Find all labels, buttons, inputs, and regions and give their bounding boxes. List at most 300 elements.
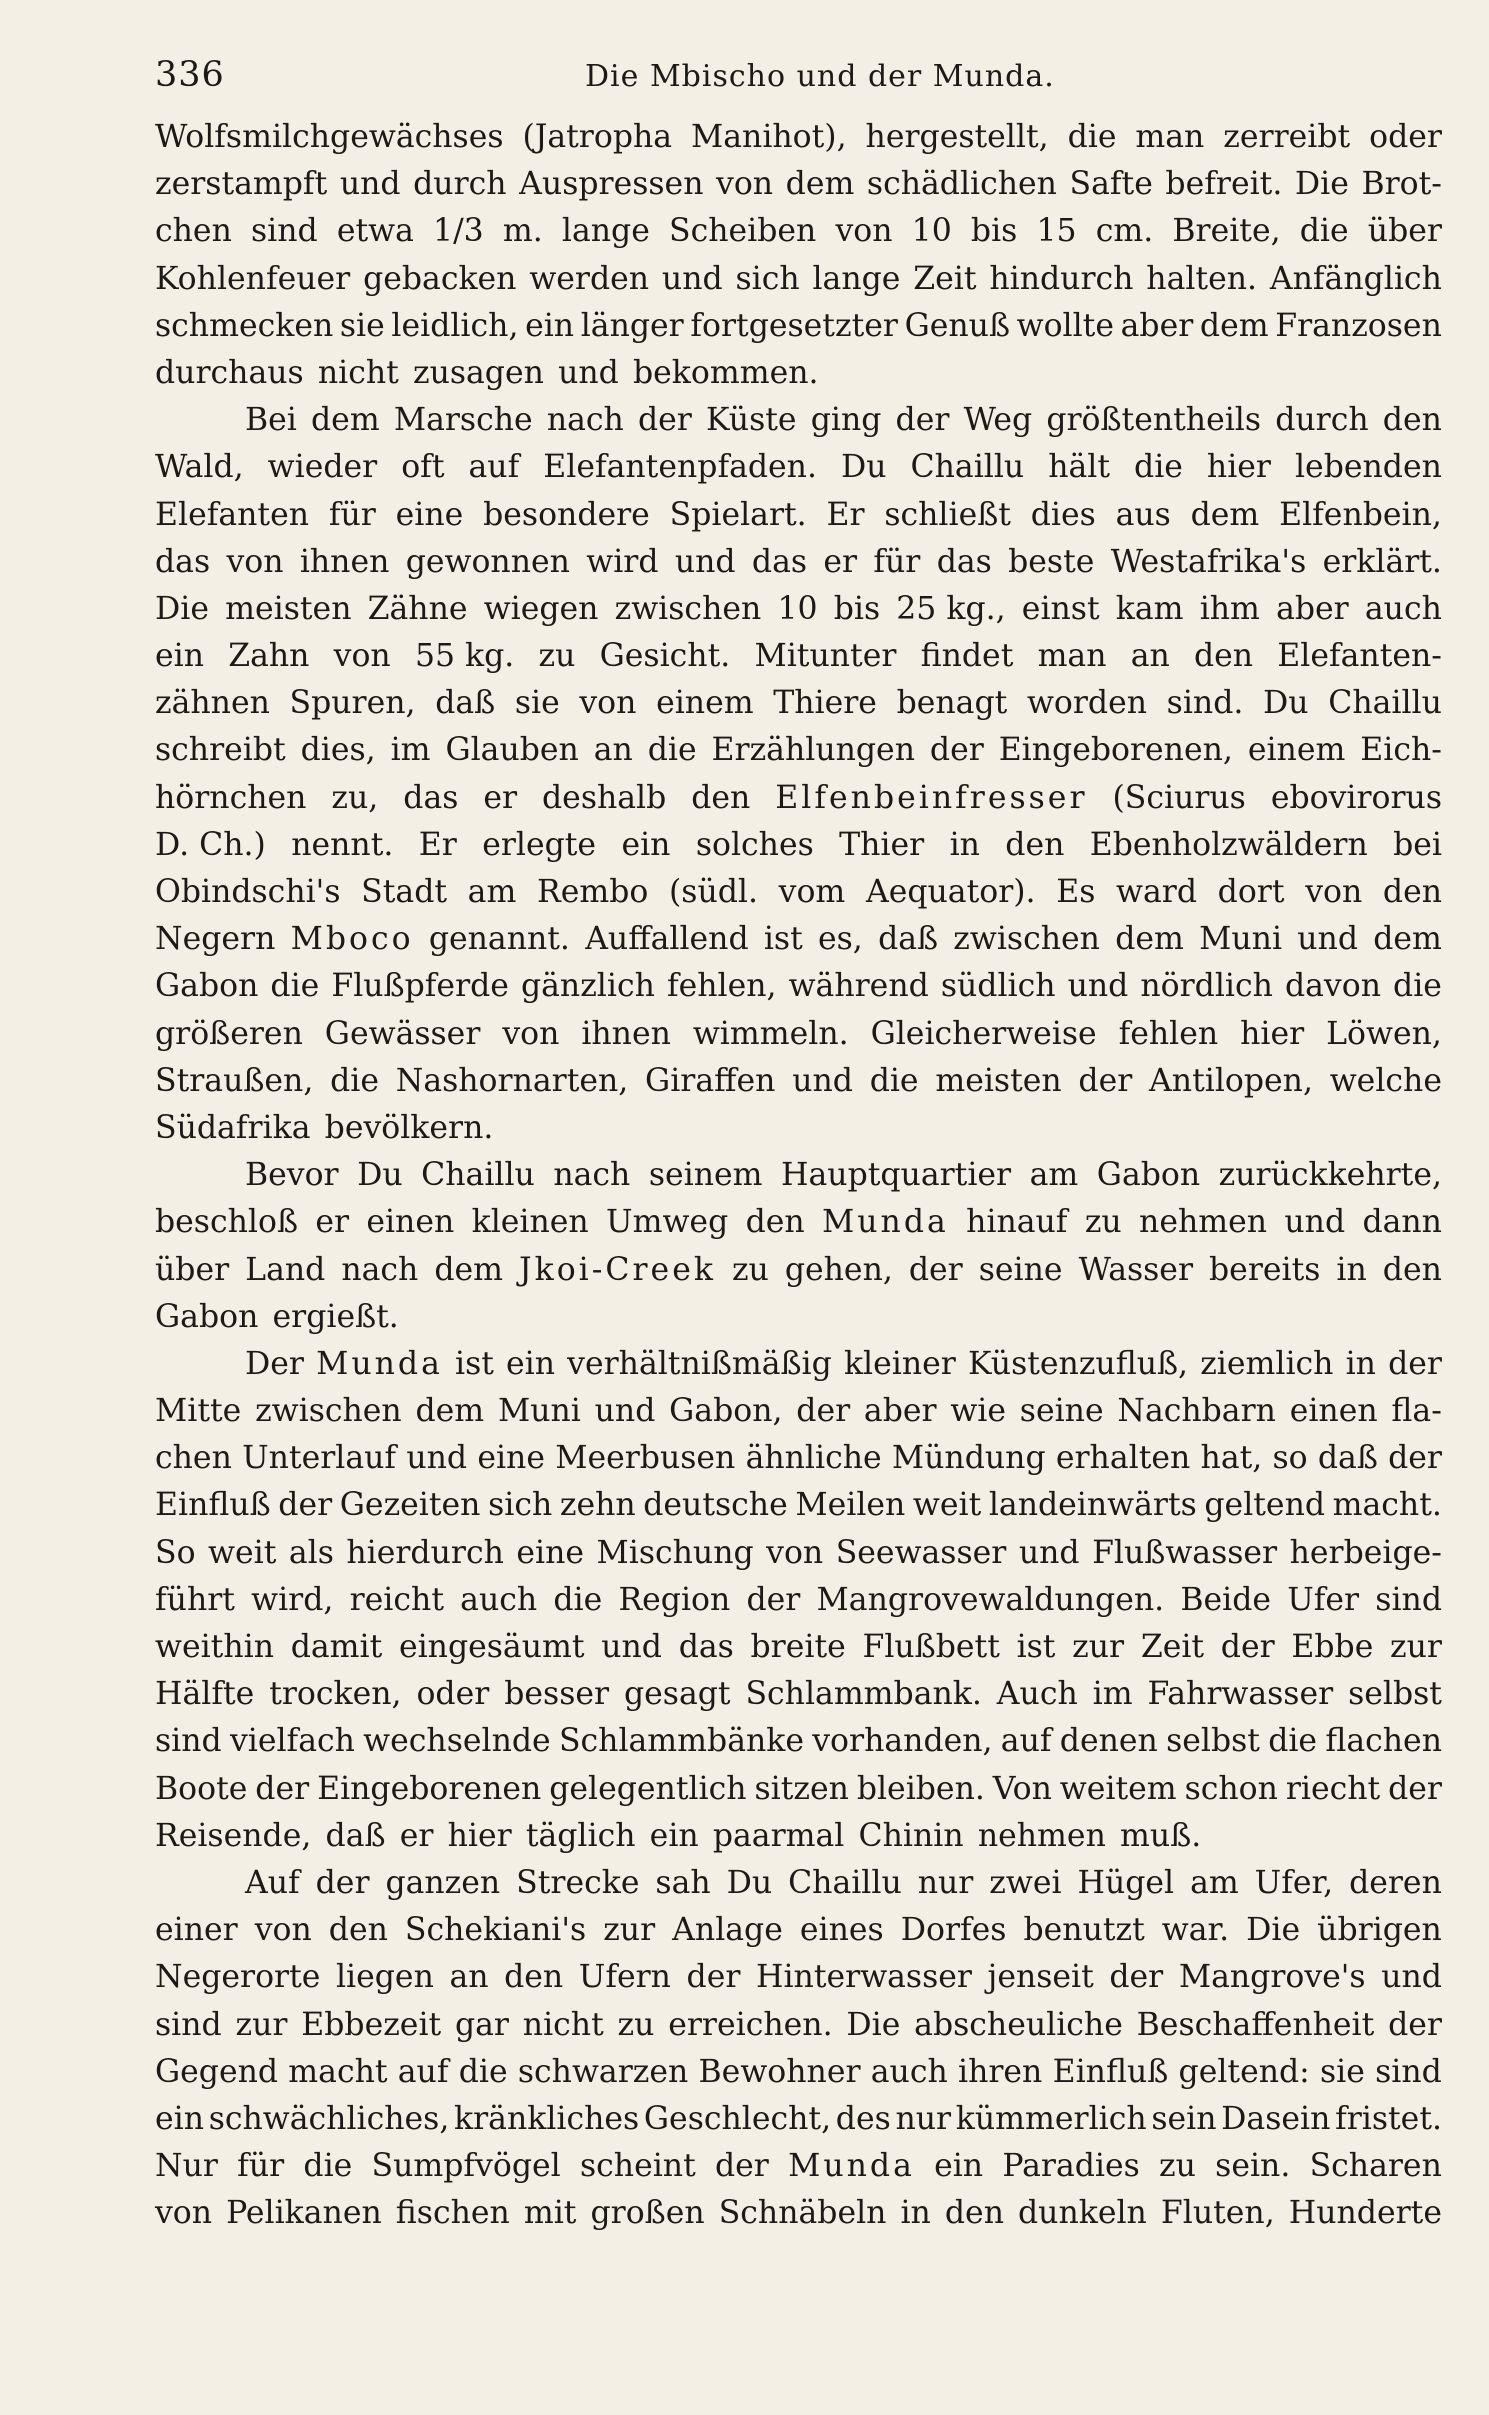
word: man	[1135, 119, 1205, 155]
word: von	[254, 1912, 312, 1949]
word: Bevor	[245, 1157, 339, 1194]
word: Hälfte	[155, 1676, 255, 1713]
word: Auspressen	[519, 166, 704, 203]
word: Eich-	[1360, 732, 1442, 769]
word: Brot-	[1361, 166, 1442, 203]
word: Jkoi-Creek	[519, 1251, 716, 1288]
running-head: Die Mbischo und der Munda.	[585, 59, 1055, 94]
word: besondere	[483, 496, 650, 533]
word: Beschaffenheit	[1136, 2006, 1375, 2043]
word: führt	[155, 1581, 235, 1618]
word: in	[949, 826, 980, 863]
word: Chaillu	[910, 449, 1025, 486]
word: Gabon	[155, 1298, 259, 1335]
word: und	[792, 1062, 853, 1099]
word: Ebbe	[1291, 1629, 1374, 1665]
word: geltend	[1204, 1487, 1326, 1524]
word: Hinterwasser	[756, 1959, 972, 1996]
word: den	[691, 779, 751, 816]
word: zu	[1159, 2148, 1196, 2185]
word: zwei	[989, 1864, 1062, 1901]
word: Die	[846, 2006, 901, 2043]
word: chen	[155, 1440, 232, 1477]
word: Von	[992, 1770, 1052, 1807]
word: Schlammbank.	[745, 1676, 982, 1713]
word: wird	[586, 543, 659, 580]
word: kränkliches	[454, 2100, 640, 2137]
word: fischen	[395, 2195, 510, 2232]
word: Eingeborenen,	[998, 732, 1233, 769]
word: zu,	[331, 779, 379, 816]
word: benutzt	[1023, 1912, 1145, 1949]
word: der	[1388, 1345, 1442, 1382]
word: Schlammbänke	[558, 1723, 805, 1760]
word: die	[1299, 213, 1349, 250]
word: der	[686, 1959, 741, 1996]
word: der	[746, 1581, 801, 1618]
word: das	[155, 543, 211, 580]
word: meisten	[935, 1062, 1062, 1099]
word: schmecken	[155, 307, 334, 344]
word: der	[895, 402, 950, 439]
word: chen	[155, 213, 232, 250]
word: ihm	[1199, 590, 1260, 627]
word: daß	[878, 921, 939, 958]
word: hier	[447, 1817, 512, 1854]
word: Nachbarn	[1117, 1393, 1276, 1430]
word: das	[678, 1629, 734, 1665]
word: er	[823, 543, 858, 580]
word: solches	[695, 826, 814, 863]
word: davon	[1284, 968, 1381, 1005]
word: abscheuliche	[914, 2006, 1123, 2043]
word: bekommen.	[632, 354, 819, 391]
word: riecht	[1285, 1770, 1381, 1807]
word: dem	[1190, 496, 1260, 533]
word: aber	[1120, 307, 1194, 344]
word: Ebenholzwäldern	[1089, 826, 1368, 863]
text-line	[155, 869, 1442, 916]
word: dem	[1373, 921, 1442, 958]
word: schädlichen	[866, 166, 1057, 203]
word: herbeige-	[1289, 1534, 1442, 1571]
text-line	[155, 1011, 1442, 1058]
word: Gezeiten	[339, 1487, 481, 1524]
word: der	[714, 2148, 769, 2185]
word: Einfluß	[1052, 2053, 1169, 2090]
word: durchaus	[155, 354, 304, 391]
word: am	[467, 874, 517, 910]
word: dem	[415, 1393, 485, 1430]
word: deren	[1349, 1864, 1442, 1901]
word: Die	[155, 590, 209, 627]
word: gar	[454, 2006, 509, 2043]
word: Du	[1263, 685, 1309, 722]
word: flachen	[1325, 1723, 1442, 1760]
word: den	[944, 2195, 1004, 2232]
word: am	[1190, 1864, 1239, 1901]
word: Sumpfvögel	[371, 2148, 561, 2185]
text-line	[155, 2049, 1442, 2096]
word: fehlen,	[666, 968, 777, 1005]
word: Region	[618, 1581, 731, 1618]
text-line	[155, 1294, 1442, 1341]
word: auch	[460, 1581, 538, 1618]
word: den	[328, 1912, 388, 1949]
word: sind.	[1166, 685, 1244, 722]
word: bei	[1393, 826, 1442, 863]
word: hinauf	[966, 1204, 1068, 1241]
word: die	[330, 1062, 379, 1099]
word: und	[674, 543, 736, 580]
word: Scheiben	[669, 213, 817, 250]
text-line	[155, 2096, 1442, 2143]
word: ergießt.	[272, 1298, 399, 1335]
word: weit	[208, 1534, 277, 1571]
word: eingesäumt	[398, 1629, 585, 1665]
word: Muni	[1199, 921, 1283, 958]
word: der	[1078, 1062, 1133, 1099]
text-line	[155, 586, 1442, 633]
word: Zahn	[228, 638, 310, 675]
word: dunkeln	[1018, 2195, 1147, 2232]
word: kleiner	[843, 1345, 956, 1382]
word: die	[1134, 449, 1183, 486]
word: Nashornarten,	[395, 1062, 629, 1099]
word: weitem	[1059, 1770, 1177, 1807]
word: zur	[1390, 1629, 1442, 1665]
word: Spielart.	[669, 496, 807, 533]
word: zur	[1072, 1629, 1125, 1665]
text-line	[155, 208, 1442, 255]
word: ein	[621, 826, 671, 863]
word: von	[716, 166, 774, 203]
word: nach	[546, 402, 624, 439]
word: dem	[1199, 307, 1269, 344]
word: zerreibt	[1223, 119, 1351, 155]
word: er	[315, 1204, 350, 1241]
word: der	[929, 732, 984, 769]
word: Chaillu	[421, 1157, 535, 1194]
word: einem	[656, 685, 754, 722]
word: Auch	[996, 1676, 1078, 1713]
word: Du	[726, 1864, 773, 1901]
word: bis	[970, 213, 1018, 250]
word: erreichen.	[668, 2006, 833, 2043]
word: des	[835, 2100, 891, 2137]
word: der	[278, 1487, 333, 1524]
word: Thiere	[773, 685, 877, 722]
word: erhalten	[1055, 1440, 1191, 1477]
word: Boote	[155, 1770, 248, 1807]
word: Mischung	[596, 1534, 754, 1571]
word: So	[155, 1534, 196, 1571]
word: Muni	[497, 1393, 581, 1430]
word: Anfänglich	[1269, 260, 1442, 297]
text-line	[155, 916, 1442, 963]
word: während	[788, 968, 929, 1005]
word: im	[390, 732, 431, 769]
word: von	[226, 543, 284, 580]
word: sich	[488, 1487, 553, 1524]
word: benagt	[896, 685, 1008, 722]
text-line	[155, 444, 1442, 491]
word: seine	[978, 1251, 1063, 1288]
word: dem	[311, 402, 380, 439]
word: nach	[341, 1251, 419, 1288]
word: hier	[1206, 449, 1271, 486]
word: Gabon	[1096, 1157, 1201, 1194]
word: aber	[1276, 590, 1349, 627]
word: zur	[603, 1912, 656, 1949]
word: daß	[435, 685, 496, 722]
word: von	[579, 685, 637, 722]
word: Chaillu	[788, 1864, 902, 1901]
word: Munda	[788, 2148, 915, 2185]
word: Gleicherweise	[870, 1015, 1097, 1052]
word: Spuren,	[289, 685, 416, 722]
word: lange	[561, 213, 650, 250]
word: den	[1382, 402, 1442, 439]
word: gesagt	[623, 1676, 731, 1713]
word: schwarzen	[517, 2053, 689, 2090]
word: die	[458, 2053, 508, 2090]
word: Zähne	[367, 590, 468, 627]
word: nicht	[317, 354, 399, 391]
text-line	[155, 2002, 1442, 2049]
word: ging	[810, 402, 882, 439]
word: Hügel	[1077, 1864, 1175, 1901]
word: in	[1336, 1251, 1367, 1288]
word: Scharen	[1309, 2148, 1442, 2185]
word: den	[504, 1959, 564, 1996]
word: zwischen	[255, 1393, 402, 1430]
word: vielfach	[229, 1723, 355, 1760]
word: der	[796, 1393, 851, 1430]
word: Er	[826, 496, 865, 533]
word: selbst	[1166, 1723, 1260, 1760]
word: zehn	[559, 1487, 636, 1524]
word: Aequator).	[865, 874, 1036, 910]
word: von	[835, 213, 893, 250]
word: Chaillu	[1328, 685, 1442, 722]
word: ebovirorus	[1270, 779, 1442, 816]
word: für	[328, 496, 376, 533]
word: Strecke	[516, 1864, 640, 1901]
word: meisten	[225, 590, 352, 627]
word: es,	[818, 921, 863, 958]
word: weithin	[155, 1629, 274, 1665]
word: Thier	[839, 826, 925, 863]
word: die	[553, 1581, 603, 1618]
word: er	[399, 1817, 434, 1854]
word: von	[155, 2195, 213, 2232]
word: hat,	[1200, 1440, 1263, 1477]
word: Einfluß	[155, 1487, 271, 1524]
word: Zeit	[913, 260, 977, 297]
word: Kohlenfeuer	[155, 260, 351, 297]
word: als	[288, 1534, 334, 1571]
word: Antilopen,	[1149, 1062, 1313, 1099]
word: lange	[812, 260, 901, 297]
word: und	[339, 166, 401, 203]
word: beste	[1008, 543, 1095, 580]
word: Bei	[245, 402, 297, 439]
word: größeren	[155, 1015, 303, 1052]
word: oft	[401, 449, 445, 486]
word: bevölkern.	[324, 1109, 494, 1146]
word: großen	[590, 2195, 705, 2232]
word: Flußwasser	[1092, 1534, 1278, 1571]
word: dies,	[300, 732, 376, 769]
text-line	[155, 1766, 1442, 1813]
text-line	[155, 1435, 1442, 1482]
word: sind	[1375, 1581, 1442, 1618]
word: seinem	[648, 1157, 763, 1194]
word: 10	[911, 213, 952, 250]
word: hält	[1048, 449, 1111, 486]
word: ihnen	[299, 543, 390, 580]
word: auf	[468, 449, 520, 486]
word: zu	[731, 1251, 769, 1288]
word: ein	[934, 2148, 984, 2185]
word: und	[601, 1629, 662, 1665]
word: nur	[917, 1864, 974, 1901]
word: Wasser	[1078, 1251, 1194, 1288]
text-line	[155, 2143, 1442, 2190]
word: dies	[1030, 496, 1096, 533]
word: war.	[1161, 1912, 1230, 1949]
word: schreibt	[155, 732, 286, 769]
text-line	[155, 350, 1442, 397]
word: und	[1067, 968, 1129, 1005]
word: das	[403, 779, 459, 816]
word: auf	[1000, 1723, 1052, 1760]
text-line	[155, 1247, 1442, 1294]
word: verhältnißmäßig	[567, 1345, 832, 1382]
text-line	[155, 1907, 1442, 1954]
word: durch	[413, 166, 507, 203]
word: Du	[357, 1157, 403, 1194]
word: 15	[1036, 213, 1077, 250]
word: Elefanten	[155, 496, 310, 533]
word: sein	[1151, 2100, 1217, 2137]
word: den	[1382, 874, 1442, 910]
word: die	[869, 1062, 919, 1099]
text-line	[155, 1577, 1442, 1624]
word: (Jatropha	[522, 119, 673, 155]
word: werden	[529, 260, 650, 297]
word: an	[593, 732, 633, 769]
word: Gabon	[155, 968, 259, 1005]
word: Mangrove's	[1178, 1959, 1366, 1996]
word: auf	[397, 2053, 449, 2090]
word: Gesicht.	[599, 638, 731, 675]
word: der	[637, 402, 692, 439]
word: leidlich,	[391, 307, 519, 344]
word: Rembo	[536, 874, 649, 910]
word: für	[237, 2148, 285, 2185]
word: nehmen	[1139, 1204, 1268, 1241]
text-line	[155, 727, 1442, 774]
word: Gegend	[155, 2053, 279, 2090]
word: in	[1345, 1345, 1376, 1382]
text-line	[155, 822, 1442, 869]
word: zwischen	[953, 921, 1100, 958]
word: so	[1272, 1440, 1308, 1477]
word: fehlen	[1118, 1015, 1219, 1052]
word: Der	[245, 1345, 304, 1382]
word: geltend:	[1178, 2053, 1310, 2090]
word: zu	[538, 638, 576, 675]
word: Nur	[155, 2148, 218, 2185]
word: zähnen	[155, 685, 270, 722]
word: dort	[1217, 874, 1285, 910]
word: und	[1297, 921, 1359, 958]
word: durch	[1275, 402, 1369, 439]
word: muß.	[1120, 1817, 1202, 1854]
word: findet	[920, 638, 1014, 675]
word: welche	[1329, 1062, 1442, 1099]
word: man	[1037, 638, 1107, 675]
word: 55 kg.	[414, 638, 515, 675]
word: Geschlecht,	[643, 2100, 832, 2137]
text-line	[155, 161, 1442, 208]
word: nach	[553, 1157, 631, 1194]
text-line	[155, 1199, 1442, 1246]
word: auch	[870, 2053, 948, 2090]
word: wimmeln.	[692, 1015, 849, 1052]
word: Dorfes	[900, 1912, 1007, 1949]
word: Marsche	[393, 402, 533, 439]
word: Elfenbeinfresser	[775, 779, 1088, 816]
word: er	[483, 779, 518, 816]
word: Hauptquartier	[781, 1157, 1012, 1194]
word: aber	[863, 1393, 937, 1430]
word: Fluten,	[1160, 2195, 1275, 2232]
word: hier	[1240, 1015, 1305, 1052]
word: am	[1029, 1157, 1079, 1194]
text-line	[155, 1530, 1442, 1577]
word: sich	[735, 260, 800, 297]
word: (Sciurus	[1112, 779, 1246, 816]
word: einem	[1247, 732, 1346, 769]
word: Fahrwasser	[1147, 1676, 1334, 1713]
word: Du	[840, 449, 887, 486]
word: 1/3	[433, 213, 484, 250]
word: Schnäbeln	[718, 2195, 887, 2232]
word: vorhanden,	[812, 1723, 993, 1760]
word: Obindschi's	[155, 874, 341, 910]
word: Eingeborenen	[317, 1770, 542, 1807]
word: für	[873, 543, 921, 580]
word: reicht	[349, 1581, 444, 1618]
word: dem	[785, 166, 855, 203]
word: größtentheils	[1046, 402, 1262, 439]
word: Manihot),	[691, 119, 847, 155]
word: von	[1305, 874, 1363, 910]
text-line	[155, 1813, 1442, 1860]
word: Elfenbein,	[1279, 496, 1442, 533]
word: Ufer	[1287, 1581, 1360, 1618]
page-number: 336	[155, 55, 225, 95]
text-line	[155, 303, 1442, 350]
word: nehmen	[977, 1817, 1106, 1854]
word: ihren	[958, 2053, 1043, 2090]
word: Safte	[1069, 166, 1153, 203]
word: breite	[750, 1629, 846, 1665]
word: fla-	[1391, 1393, 1442, 1430]
